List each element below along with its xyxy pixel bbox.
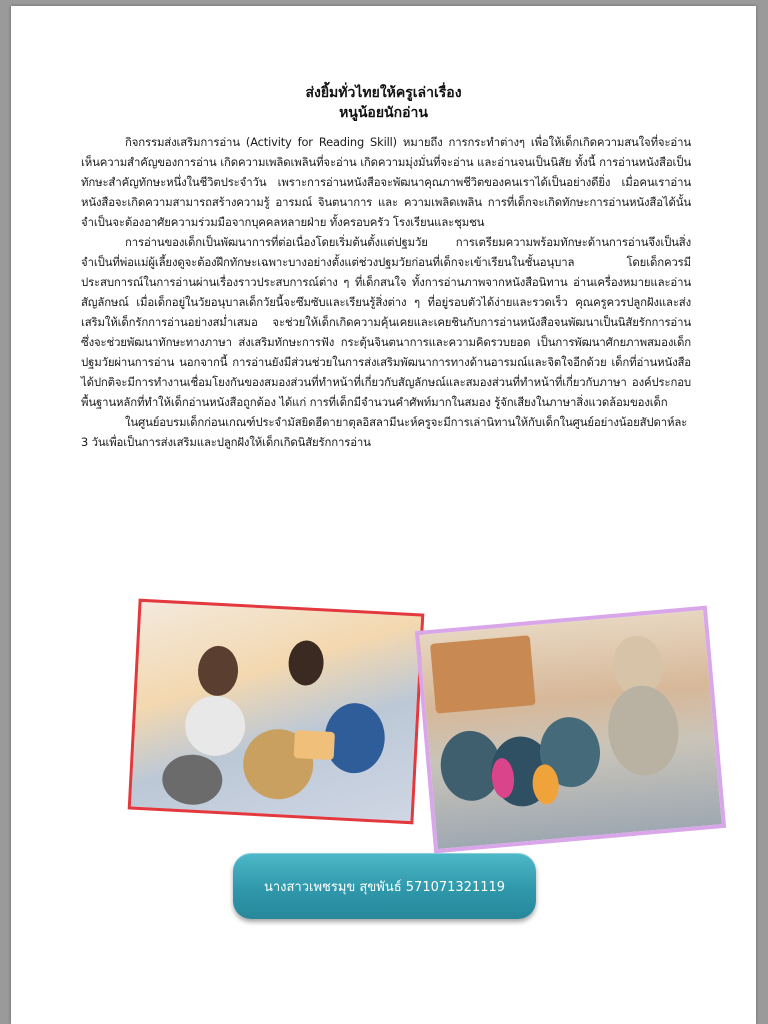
document-page: [11, 6, 756, 1024]
photo-figure: [184, 694, 247, 757]
photo-bookshelf: [430, 635, 536, 713]
photo-teacher-storytelling: [415, 606, 726, 854]
photo-figure: [605, 683, 683, 779]
page-subtitle: หนูน้อยนักอ่าน: [339, 105, 428, 121]
paragraph-1: กิจกรรมส่งเสริมการอ่าน (Activity for Reading Skill) หมายถึง การกระทำต่างๆ เพื่อให้เด็กเกิดความสนใจที่จะอ่าน เห็นความสำคัญของการอ่าน เกิดความเพลิดเพลินที่จะอ่าน เกิดความมุ่งมั่นที่จะอ่าน และอ่านจนเป็นนิสัย ทั้งนี้ การอ่านหนังสือเป็นทักษะสำคัญทักษะหนึ่งในชีวิตประจำวัน เพราะการอ่านหนังสือจะพัฒนาคุณภาพชีวิตของคนเราได้เป็นอย่างดียิ่ง เมื่อคนเราอ่านหนังสือจะเกิดความสามารถสร้างความรู้ อารมณ์ จินตนาการ และ ความเพลิดเพลิน การที่เด็กจะเกิดทักษะการอ่านหนังสือได้นั้นจำเป็นจะต้องอาศัยความร่วมมือจากบุคคลหลายฝ่าย ทั้งครอบครัว โรงเรียนและชุมชน: [81, 135, 691, 229]
photo-figure: [287, 640, 324, 687]
photo-figure: [161, 753, 224, 806]
body-text: [81, 132, 691, 452]
paragraph-2: การอ่านของเด็กเป็นพัฒนาการที่ต่อเนื่องโดยเริ่มต้นตั้งแต่ปฐมวัย การเตรียมความพร้อมทักษะด้านการอ่านจึงเป็นสิ่งจำเป็นที่พ่อแม่ผู้เลี้ยงดูจะต้องฝึกทักษะเฉพาะบางอย่างตั้งแต่ช่วงปฐมวัยก่อนที่เด็กจะเข้าเรียนในชั้นอนุบาล โดยเด็กควรมีประสบการณ์ในการอ่านผ่านเรื่องราวประสบการณ์ต่าง ๆ ที่เด็กสนใจ ทั้งการอ่านภาพจากหนังสือนิทาน อ่านเครื่องหมายและอ่านสัญลักษณ์ เมื่อเด็กอยู่ในวัยอนุบาลเด็กวัยนี้จะซึมซับและเรียนรู้สิ่งต่าง ๆ ที่อยู่รอบตัวได้ง่ายและรวดเร็ว คุณครูควรปลูกฝังและส่งเสริมให้เด็กรักการอ่านอย่างสม่ำเสมอ จะช่วยให้เด็กเกิดความคุ้นเคยและเคยชินกับการอ่านหนังสือจนพัฒนาเป็นนิสัยรักการอ่าน ซึ่งจะช่วยพัฒนาทักษะทางภาษา ส่งเสริมทักษะการฟัง กระตุ้นจินตนาการและความคิดรวบยอด เป็นการพัฒนาศักยภาพสมองเด็กปฐมวัยผ่านการอ่าน นอกจากนี้ การอ่านยังมีส่วนช่วยในการส่งเสริมพัฒนาการทางด้านอารมณ์และจิตใจอีกด้วย เด็กที่อ่านหนังสือได้ปกติจะมีการทำงานเชื่อมโยงกันของสมองส่วนที่ทำหน้าที่เกี่ยวกับสัญลักษณ์และสมองส่วนที่ทำหน้าที่เกี่ยวกับภาษา องค์ประกอบพื้นฐานหลักที่ทำให้เด็กอ่านหนังสือถูกต้อง ได้แก่ การที่เด็กมีจำนวนคำศัพท์มากในสมอง รู้จักเสียงในภาษาสิ่งแวดล้อมของเด็ก: [81, 235, 691, 409]
photo-book: [294, 730, 335, 760]
photo-children-reading-floor: [128, 599, 425, 825]
author-caption-button[interactable]: นางสาวเพชรมุข สุขพันธ์ 571071321119: [233, 853, 536, 919]
page-title: ส่งยิ้มทั่วไทยให้ครูเล่าเรื่อง: [305, 85, 462, 101]
photo-figure: [197, 645, 240, 697]
paragraph-3: ในศูนย์อบรมเด็กก่อนเกณฑ์ประจำมัสยิดฮีดายาตุลอิสลามีนะห์ครูจะมีการเล่านิทานให้กับเด็กในศูนย์อย่างน้อยสัปดาห์ละ 3 วันเพื่อเป็นการส่งเสริมและปลูกฝังให้เด็กเกิดนิสัยรักการอ่าน: [81, 415, 688, 449]
